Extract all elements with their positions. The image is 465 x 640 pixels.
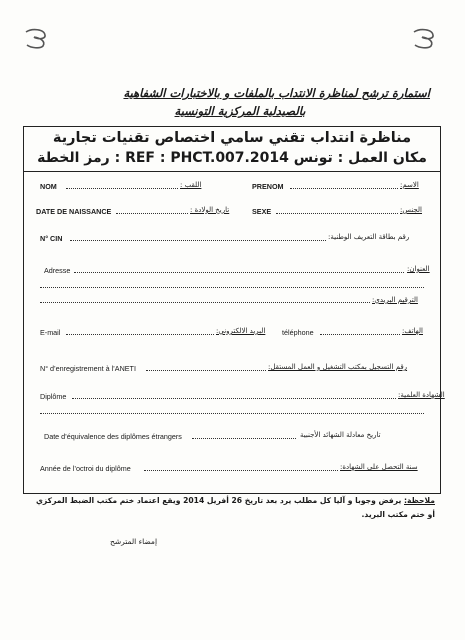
note-line2: أو ختم مكتب البريد. [361, 510, 435, 519]
code-postal-field[interactable] [40, 297, 370, 303]
equivalence-field[interactable] [192, 433, 296, 439]
code-postal-ar-label: الترقيم البريدي: [372, 296, 418, 304]
email-ar-label: البريد الالكتروني: [216, 327, 266, 335]
sexe-field[interactable] [276, 208, 398, 214]
jins-label: الجنس: [400, 206, 422, 214]
telephone-field[interactable] [320, 329, 400, 335]
signature-label: إمضاء المترشح [110, 537, 158, 546]
email-label: E-mail [40, 328, 61, 337]
note-label: ملاحظة: [404, 496, 435, 505]
adresse-label: Adresse [44, 266, 71, 275]
adresse-ar-label: العنوان: [407, 265, 430, 273]
note-text1: يرفض وجوبا و آليا كل مطلب يرد بعد تاريخ 26 أفريل 2014 ويقع اعتماد ختم مكتب الضبط المركزي [35, 496, 402, 505]
cin-ar-label: رقم بطاقة التعريف الوطنية: [328, 233, 410, 241]
equivalence-label: Date d’équivalence des diplômes étrangers [44, 432, 182, 441]
tarikh-wilada-label: تاريخ الولادة : [190, 206, 230, 214]
equivalence-ar-label: تاريخ معادلة الشهائد الأجنبية [300, 431, 381, 439]
swirl-logo-icon [22, 26, 50, 50]
diplome-label: Diplôme [40, 392, 67, 401]
diplome-field-1[interactable] [72, 393, 396, 399]
nom-field[interactable] [66, 183, 178, 189]
prenom-label: PRENOM [252, 182, 284, 191]
cin-label: N° CIN [40, 234, 63, 243]
adresse-field-1[interactable] [74, 267, 404, 273]
cin-field[interactable] [70, 235, 326, 241]
prenom-field[interactable] [290, 183, 398, 189]
diplome-field-2[interactable] [40, 408, 424, 414]
sexe-label: SEXE [252, 207, 272, 216]
note-line1 [25, 494, 435, 508]
telephone-label: téléphone [282, 328, 314, 337]
annee-field[interactable] [144, 465, 338, 471]
aneti-label: N° d’enregistrement à l’ANETI [40, 364, 136, 373]
hatif-ar-label: الهاتف: [402, 327, 423, 335]
email-field[interactable] [66, 329, 214, 335]
adresse-field-2[interactable] [40, 282, 424, 288]
annee-ar-label: سنة التحصل على الشهادة: [340, 463, 418, 471]
ism-label: الاسم: [400, 181, 419, 189]
form-title-line1: استمارة ترشح لمناظرة الانتداب بالملفات و بالاختبارات الشفاهية [123, 86, 430, 100]
form-title-line2: بالصيدلية المركزية التونسية [174, 104, 306, 118]
nom-label: NOM [40, 182, 57, 191]
laqab-label: اللقب : [180, 181, 202, 189]
aneti-ar-label: رقم التسجيل بمكتب التشغيل و العمل المستقل: [268, 363, 408, 371]
header-box [23, 126, 441, 172]
swirl-logo-icon [410, 26, 438, 50]
header-line1: مناظرة انتداب تقني سامي اختصاص تقنيات تجارية [52, 130, 412, 146]
diplome-ar-label: الشهادة العلمية: [398, 391, 445, 399]
annee-label: Année de l’octroi du diplôme [40, 464, 131, 473]
date-naissance-field[interactable] [116, 208, 188, 214]
aneti-field[interactable] [146, 365, 266, 371]
header-line2: رمز الخطة : REF : PHCT.007.2014 مكان العمل : تونس [37, 150, 427, 166]
date-naissance-label: DATE DE NAISSANCE [36, 207, 112, 216]
